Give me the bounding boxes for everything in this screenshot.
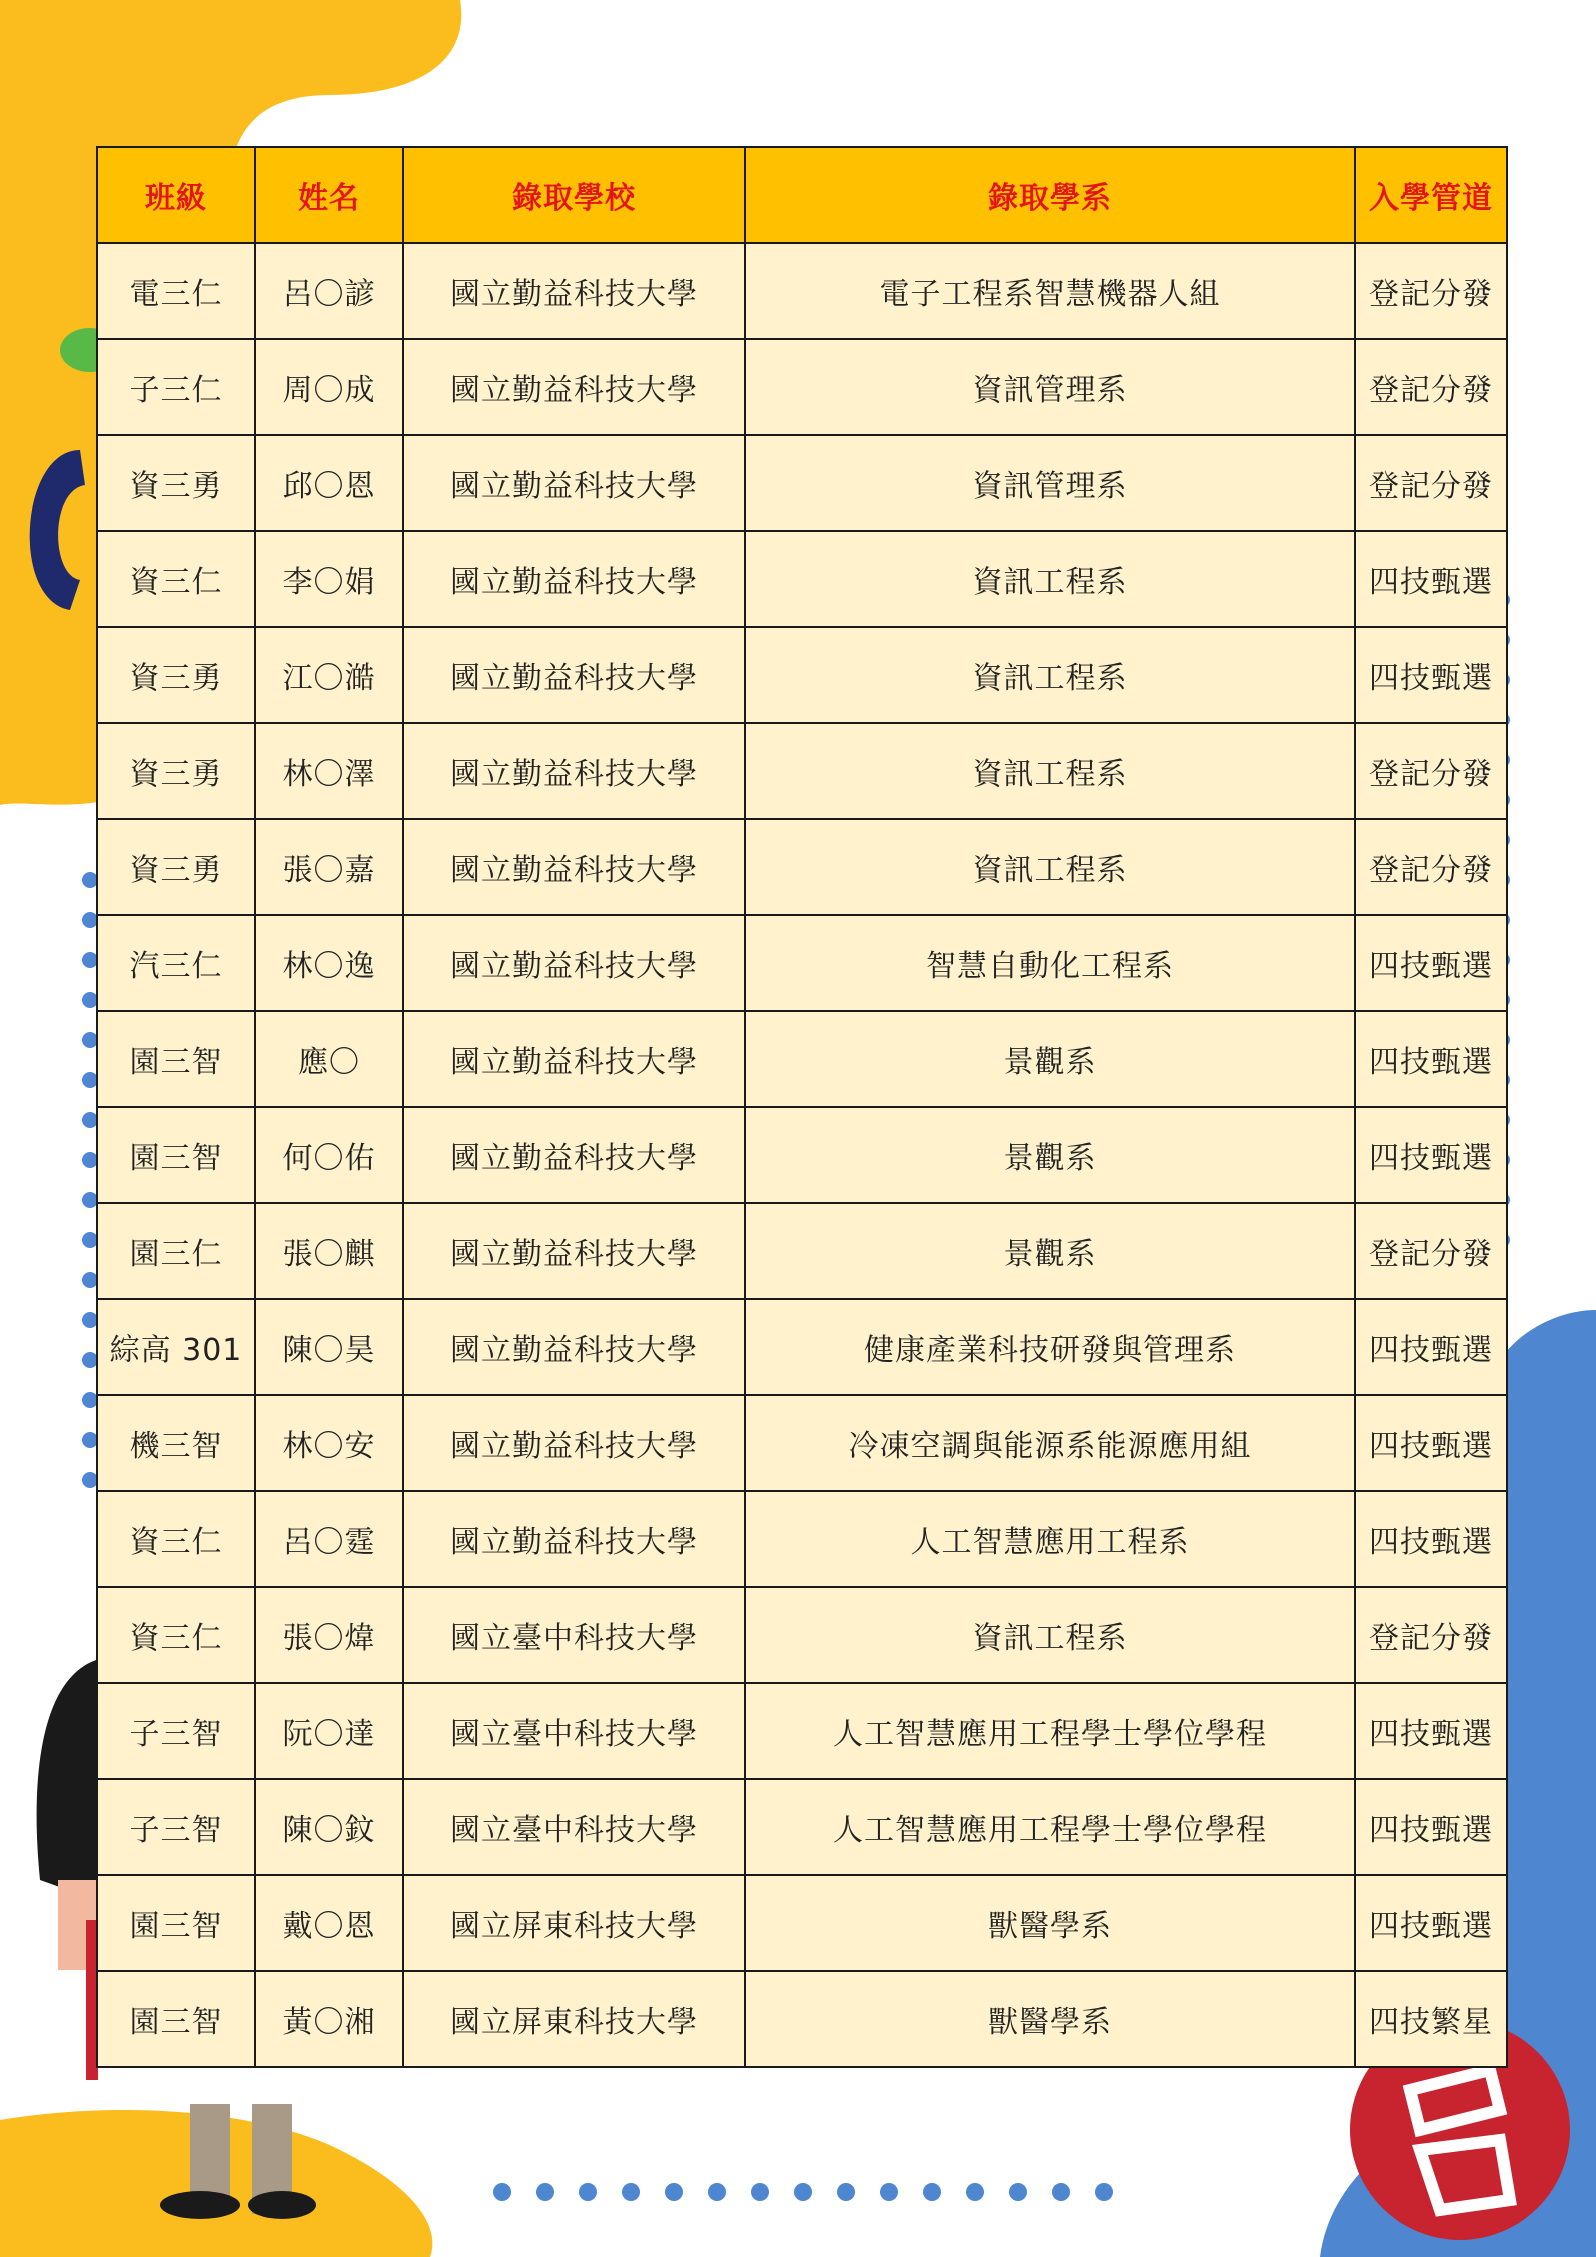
cell-name: 呂〇諺 [255,243,403,339]
cell-channel: 登記分發 [1355,435,1507,531]
table-row [97,1971,1507,2067]
header-row [97,147,1507,243]
cell-name: 阮〇達 [255,1683,403,1779]
cell-department: 健康產業科技研發與管理系 [745,1299,1355,1395]
cell-channel: 四技甄選 [1355,1107,1507,1203]
cell-channel: 登記分發 [1355,243,1507,339]
cell-class: 電三仁 [97,243,255,339]
cell-channel: 四技甄選 [1355,627,1507,723]
table-row [97,1587,1507,1683]
cell-department: 資訊工程系 [745,819,1355,915]
table-row [97,627,1507,723]
cell-school: 國立勤益科技大學 [403,1107,745,1203]
cell-name: 應〇 [255,1011,403,1107]
cell-school: 國立勤益科技大學 [403,1011,745,1107]
table-row [97,1011,1507,1107]
cell-school: 國立勤益科技大學 [403,243,745,339]
table-row [97,915,1507,1011]
cell-department: 景觀系 [745,1107,1355,1203]
cell-department: 資訊工程系 [745,723,1355,819]
cell-school: 國立勤益科技大學 [403,435,745,531]
cell-department: 獸醫學系 [745,1875,1355,1971]
cell-class: 資三勇 [97,435,255,531]
cell-school: 國立勤益科技大學 [403,819,745,915]
cell-channel: 登記分發 [1355,339,1507,435]
table-row [97,1107,1507,1203]
cell-name: 林〇澤 [255,723,403,819]
cell-name: 江〇澔 [255,627,403,723]
cell-department: 景觀系 [745,1203,1355,1299]
cell-name: 張〇麒 [255,1203,403,1299]
table-header [97,147,1507,243]
dotted-line-bottom [493,2183,1113,2201]
cell-channel: 登記分發 [1355,1203,1507,1299]
cell-department: 景觀系 [745,1011,1355,1107]
cell-channel: 登記分發 [1355,1587,1507,1683]
cell-school: 國立臺中科技大學 [403,1587,745,1683]
cell-name: 呂〇霆 [255,1491,403,1587]
table-body [97,243,1507,2067]
cell-class: 資三勇 [97,627,255,723]
cell-channel: 四技甄選 [1355,1395,1507,1491]
yellow-dot-icon [60,410,74,424]
cell-school: 國立屏東科技大學 [403,1875,745,1971]
cell-class: 綜高 301 [97,1299,255,1395]
cell-department: 獸醫學系 [745,1971,1355,2067]
cell-school: 國立勤益科技大學 [403,339,745,435]
cell-class: 園三智 [97,1011,255,1107]
cell-class: 園三仁 [97,1203,255,1299]
cell-channel: 四技甄選 [1355,531,1507,627]
cell-school: 國立勤益科技大學 [403,1203,745,1299]
table-row [97,1395,1507,1491]
cell-channel: 四技甄選 [1355,1299,1507,1395]
table-row [97,531,1507,627]
cell-school: 國立勤益科技大學 [403,915,745,1011]
cell-channel: 登記分發 [1355,723,1507,819]
cell-school: 國立屏東科技大學 [403,1971,745,2067]
cell-name: 李〇娟 [255,531,403,627]
cell-department: 資訊工程系 [745,531,1355,627]
cell-school: 國立勤益科技大學 [403,1299,745,1395]
table-row [97,1299,1507,1395]
cell-department: 資訊工程系 [745,1587,1355,1683]
cell-name: 周〇成 [255,339,403,435]
cell-name: 張〇嘉 [255,819,403,915]
cell-channel: 四技甄選 [1355,1011,1507,1107]
cell-school: 國立勤益科技大學 [403,531,745,627]
cell-class: 資三仁 [97,531,255,627]
cell-class: 汽三仁 [97,915,255,1011]
cell-school: 國立勤益科技大學 [403,723,745,819]
cell-class: 園三智 [97,1971,255,2067]
cell-department: 人工智慧應用工程學士學位學程 [745,1683,1355,1779]
cell-class: 資三仁 [97,1587,255,1683]
cell-channel: 四技甄選 [1355,1875,1507,1971]
cell-name: 張〇煒 [255,1587,403,1683]
cell-department: 冷凍空調與能源系能源應用組 [745,1395,1355,1491]
cell-channel: 四技甄選 [1355,1779,1507,1875]
cell-school: 國立臺中科技大學 [403,1779,745,1875]
cell-department: 智慧自動化工程系 [745,915,1355,1011]
admission-table [96,146,1508,2068]
cell-name: 陳〇鈫 [255,1779,403,1875]
cell-name: 何〇佑 [255,1107,403,1203]
header-class: 班級 [97,147,255,243]
cell-name: 黃〇湘 [255,1971,403,2067]
table-row [97,1779,1507,1875]
table-row [97,243,1507,339]
header-name: 姓名 [255,147,403,243]
admission-table-container [96,146,1508,2068]
table-row [97,435,1507,531]
table-row [97,1491,1507,1587]
table-row [97,339,1507,435]
cell-department: 資訊管理系 [745,339,1355,435]
table-row [97,1683,1507,1779]
table-row [97,819,1507,915]
cell-class: 資三仁 [97,1491,255,1587]
cell-channel: 登記分發 [1355,819,1507,915]
cell-department: 資訊工程系 [745,627,1355,723]
cell-name: 林〇安 [255,1395,403,1491]
header-school: 錄取學校 [403,147,745,243]
cell-name: 戴〇恩 [255,1875,403,1971]
cell-class: 子三智 [97,1779,255,1875]
cell-channel: 四技甄選 [1355,1683,1507,1779]
cell-channel: 四技繁星 [1355,1971,1507,2067]
cell-department: 人工智慧應用工程系 [745,1491,1355,1587]
cell-department: 資訊管理系 [745,435,1355,531]
cell-class: 園三智 [97,1107,255,1203]
cell-name: 林〇逸 [255,915,403,1011]
cell-department: 電子工程系智慧機器人組 [745,243,1355,339]
header-channel: 入學管道 [1355,147,1507,243]
cell-channel: 四技甄選 [1355,1491,1507,1587]
table-row [97,723,1507,819]
cell-class: 資三勇 [97,819,255,915]
cell-channel: 四技甄選 [1355,915,1507,1011]
cell-name: 陳〇昊 [255,1299,403,1395]
cell-class: 機三智 [97,1395,255,1491]
header-department: 錄取學系 [745,147,1355,243]
table-row [97,1875,1507,1971]
cell-class: 子三智 [97,1683,255,1779]
cell-department: 人工智慧應用工程學士學位學程 [745,1779,1355,1875]
table-row [97,1203,1507,1299]
cell-school: 國立勤益科技大學 [403,627,745,723]
cell-name: 邱〇恩 [255,435,403,531]
cell-class: 園三智 [97,1875,255,1971]
cell-class: 子三仁 [97,339,255,435]
cell-school: 國立勤益科技大學 [403,1491,745,1587]
cell-school: 國立臺中科技大學 [403,1683,745,1779]
cell-school: 國立勤益科技大學 [403,1395,745,1491]
cell-class: 資三勇 [97,723,255,819]
